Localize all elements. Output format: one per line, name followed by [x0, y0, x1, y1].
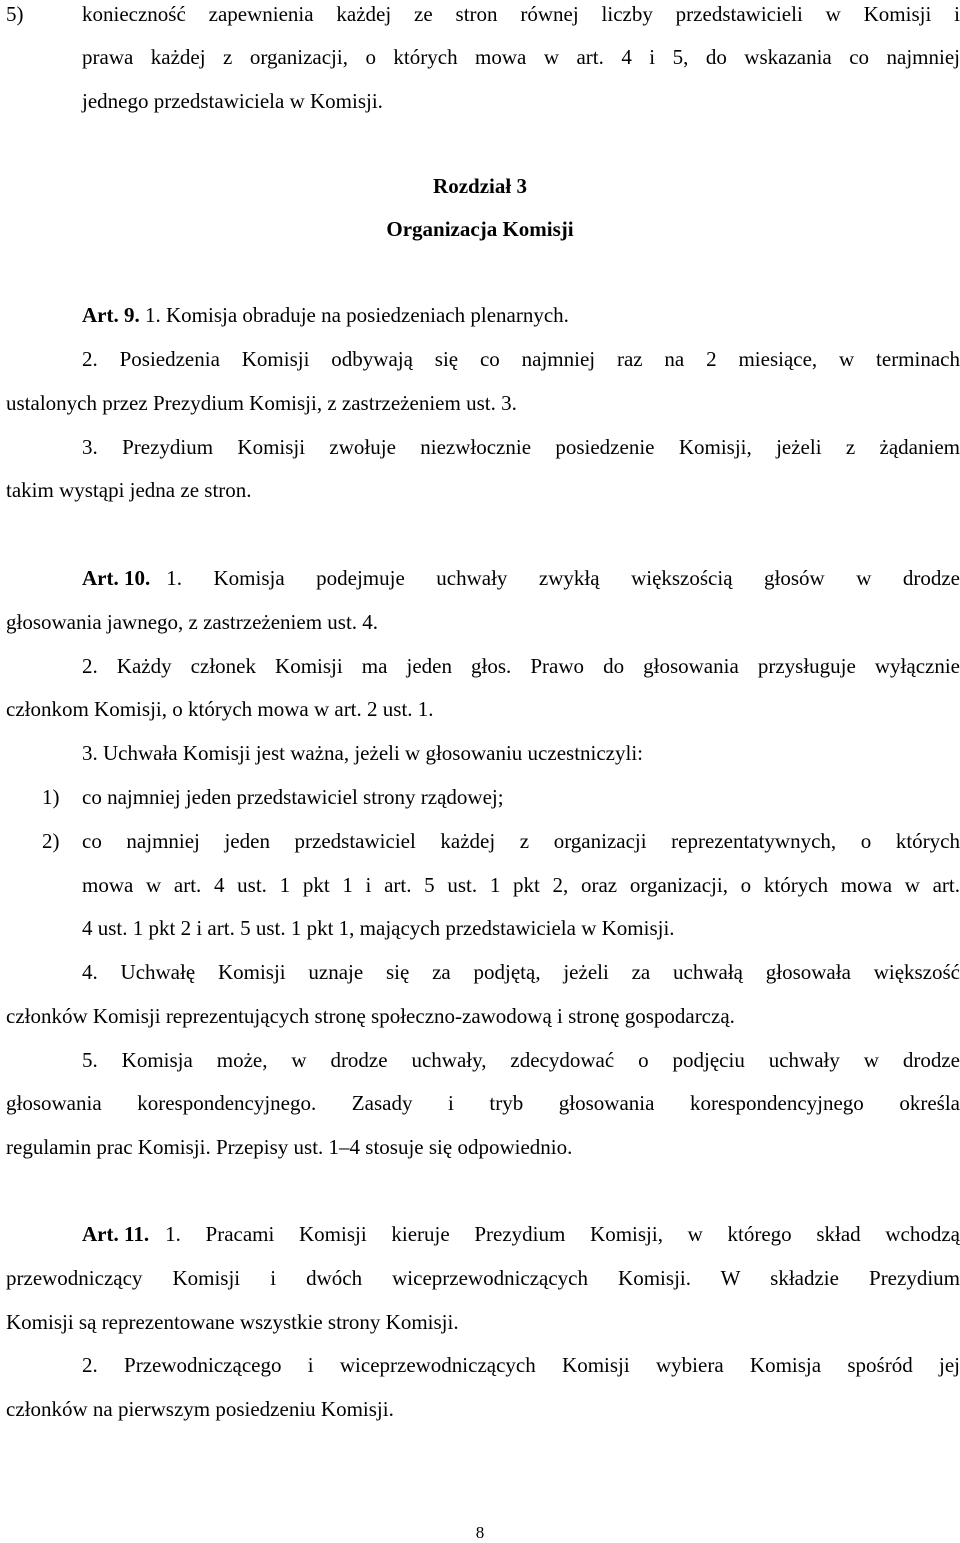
- art10-p3-item-2-line-2: mowa w art. 4 ust. 1 pkt 1 i art. 5 ust. 1 pkt 2, oraz organizacji, o których mowa w art.: [82, 873, 960, 897]
- art10-p5-line-3: regulamin prac Komisji. Przepisy ust. 1–4 stosuje się odpowiednio.: [6, 1135, 573, 1159]
- art10-p2-line-1: 2. Każdy członek Komisji ma jeden głos. Prawo do głosowania przysługuje wyłącznie: [82, 654, 960, 678]
- intro-item-number: 5): [6, 2, 24, 26]
- art10-p4-line-2: członków Komisji reprezentujących stronę społeczno-zawodową i stronę gospodarczą.: [6, 1004, 735, 1028]
- art10-paragraph-1: [82, 566, 960, 590]
- chapter-title: Organizacja Komisji: [386, 217, 574, 241]
- art10-p3-item-2-line-3: 4 ust. 1 pkt 2 i art. 5 ust. 1 pkt 1, mających przedstawiciela w Komisji.: [82, 916, 675, 940]
- art10-p3-item-1-text: co najmniej jeden przedstawiciel strony rządowej;: [82, 785, 504, 809]
- art10-p5-line-1: 5. Komisja może, w drodze uchwały, zdecydować o podjęciu uchwały w drodze: [82, 1048, 960, 1072]
- art10-p1-line-1: 1. Komisja podejmuje uchwały zwykłą większością głosów w drodze: [166, 566, 960, 590]
- art10-p3-item-2-line-1: co najmniej jeden przedstawiciel każdej z organizacji reprezentatywnych, o których: [82, 829, 960, 853]
- art10-p3-item-1-number: 1): [42, 785, 60, 809]
- art11-p2-line-1: 2. Przewodniczącego i wiceprzewodniczących Komisji wybiera Komisja spośród jej: [82, 1353, 960, 1377]
- art9-p1-text: 1. Komisja obraduje na posiedzeniach plenarnych.: [144, 303, 569, 327]
- art9-p2-line-1: 2. Posiedzenia Komisji odbywają się co najmniej raz na 2 miesiące, w terminach: [82, 347, 960, 371]
- art10-p3-item-2-number: 2): [42, 829, 60, 853]
- page-number: 8: [475, 1523, 485, 1542]
- art10-label: Art. 10.: [82, 566, 151, 590]
- art11-p1-line-2: przewodniczący Komisji i dwóch wiceprzewodniczących Komisji. W składzie Prezydium: [6, 1266, 960, 1290]
- art9-p3-line-1: 3. Prezydium Komisji zwołuje niezwłocznie posiedzenie Komisji, jeżeli z żądaniem: [82, 435, 960, 459]
- intro-item-line-1: konieczność zapewnienia każdej ze stron równej liczby przedstawicieli w Komisji i: [82, 2, 960, 26]
- art9-p3-line-2: takim wystąpi jedna ze stron.: [6, 478, 252, 502]
- art9-paragraph-1: [82, 303, 960, 327]
- art11-p1-line-1: 1. Pracami Komisji kieruje Prezydium Komisji, w którego skład wchodzą: [165, 1222, 960, 1246]
- art11-paragraph-1: [82, 1222, 960, 1246]
- art10-p5-line-2: głosowania korespondencyjnego. Zasady i tryb głosowania korespondencyjnego określa: [6, 1091, 960, 1115]
- art11-p1-line-3: Komisji są reprezentowane wszystkie strony Komisji.: [6, 1310, 459, 1334]
- art10-p1-line-2: głosowania jawnego, z zastrzeżeniem ust. 4.: [6, 610, 379, 634]
- art11-label: Art. 11.: [82, 1222, 150, 1246]
- chapter-number: Rozdział 3: [433, 174, 527, 198]
- art9-label: Art. 9.: [82, 303, 140, 327]
- art10-p2-line-2: członkom Komisji, o których mowa w art. 2 ust. 1.: [6, 697, 434, 721]
- art11-p2-line-2: członków na pierwszym posiedzeniu Komisji.: [6, 1397, 394, 1421]
- art9-p2-line-2: ustalonych przez Prezydium Komisji, z zastrzeżeniem ust. 3.: [6, 391, 517, 415]
- art10-p3: 3. Uchwała Komisji jest ważna, jeżeli w głosowaniu uczestniczyli:: [82, 741, 644, 765]
- intro-item-line-3: jednego przedstawiciela w Komisji.: [82, 89, 383, 113]
- intro-item-line-2: prawa każdej z organizacji, o których mowa w art. 4 i 5, do wskazania co najmniej: [82, 45, 960, 69]
- art10-p4-line-1: 4. Uchwałę Komisji uznaje się za podjętą, jeżeli za uchwałą głosowała większość: [82, 960, 960, 984]
